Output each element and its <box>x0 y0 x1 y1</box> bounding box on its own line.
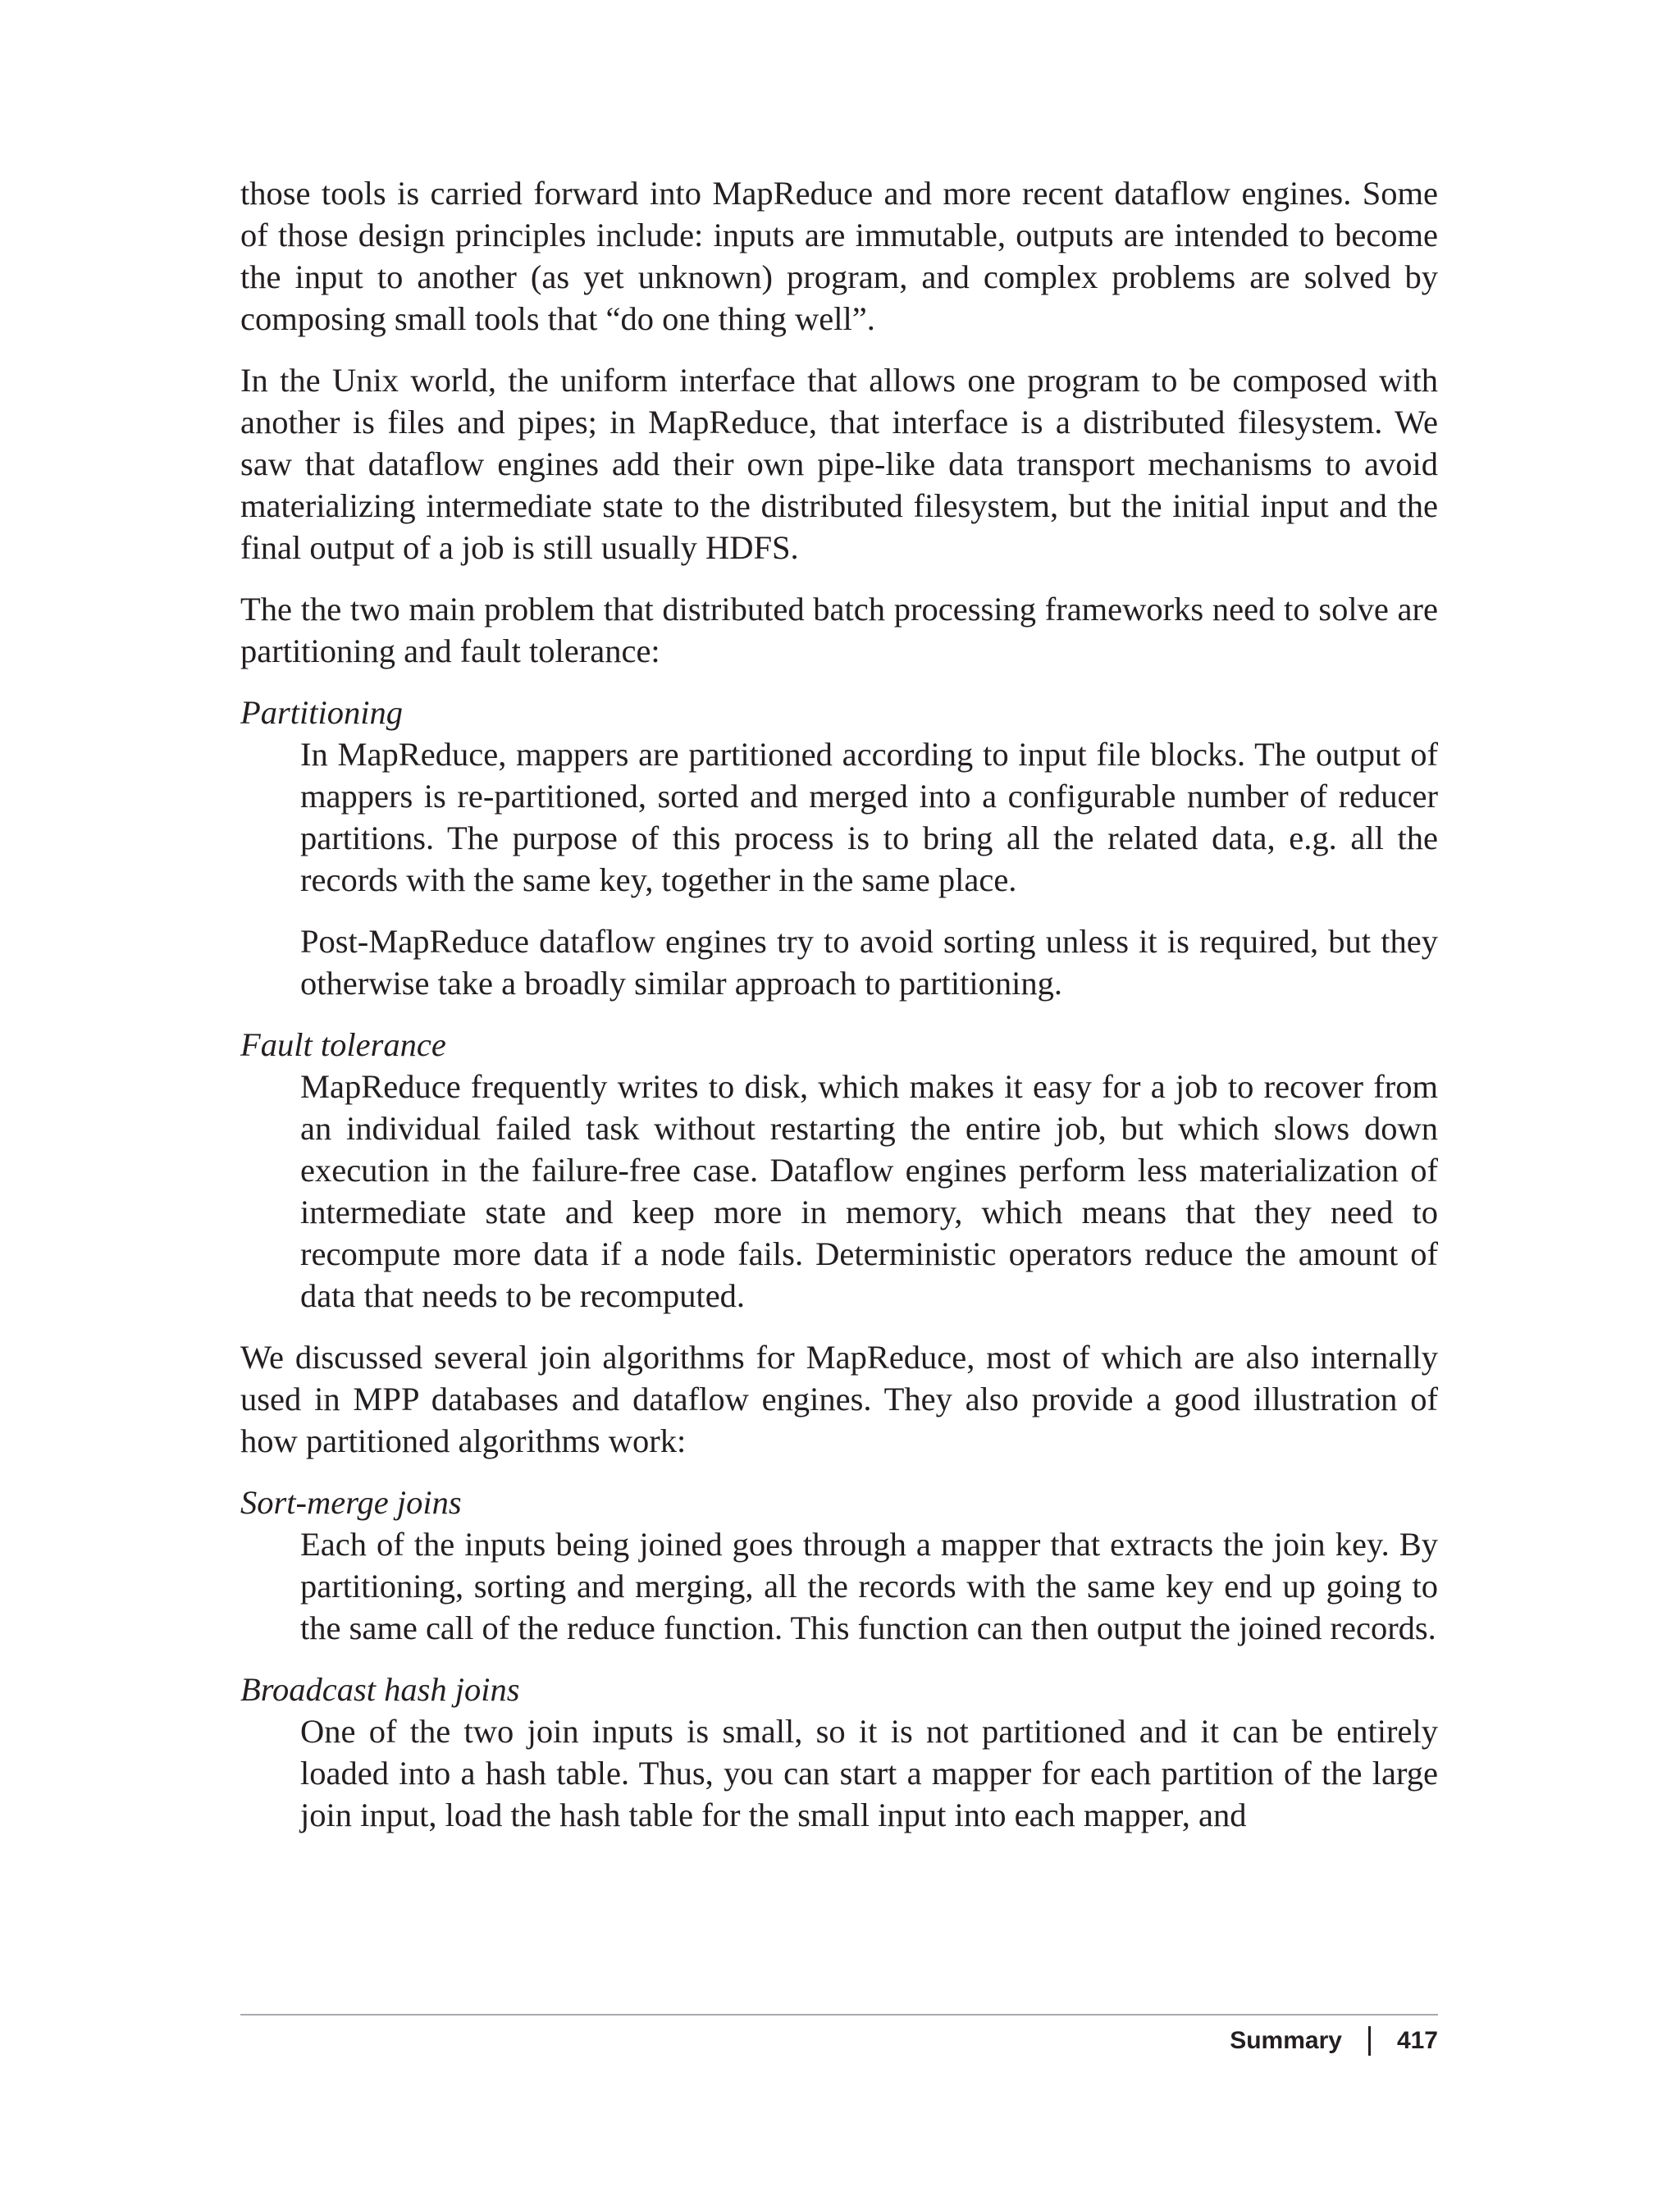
term-sort-merge-joins: Sort-merge joins <box>240 1484 462 1521</box>
definition-text: Post-MapReduce dataflow engines try to avoid sorting unless it is required, but they otherwise take a broadly similar approach to partitioning. <box>300 923 1438 1002</box>
footer-rule <box>240 2014 1438 2016</box>
term-partitioning: Partitioning <box>240 694 404 731</box>
definition-partitioning <box>240 692 1438 1004</box>
footer-page-number: 417 <box>1396 2027 1438 2054</box>
footer-separator <box>1368 2026 1371 2056</box>
page-footer <box>1230 2023 1438 2059</box>
definition-broadcast-hash-joins <box>240 1669 1438 1836</box>
page-body <box>240 172 1438 1856</box>
paragraph-design-principles: those tools is carried forward into MapReduce and more recent dataflow engines. Some of those design principles include: inputs are immutable, outputs are intended to become the input to another (as yet unknown) program, and complex problems are solved by composing small tools that “do one thing well”. <box>240 175 1438 337</box>
term-broadcast-hash-joins: Broadcast hash joins <box>240 1671 520 1708</box>
paragraph-main-problems: The the two main problem that distributed batch processing frameworks need to solve are partitioning and fault tolerance: <box>240 591 1438 669</box>
definition-text: One of the two join inputs is small, so it is not partitioned and it can be entirely loaded into a hash table. Thus, you can start a mapper for each partition of the large join input, load the hash table for the small input into each mapper, and <box>300 1713 1438 1833</box>
definition-body <box>240 1523 1438 1649</box>
definition-text: Each of the inputs being joined goes through a mapper that extracts the join key. By partitioning, sorting and merging, all the records with the same key end up going to the same call of the reduce function. This function can then output the joined records. <box>300 1526 1438 1646</box>
definition-text: In MapReduce, mappers are partitioned according to input file blocks. The output of mappers is re-partitioned, sorted and merged into a configurable number of reducer partitions. The purpose of this process is to bring all the related data, e.g. all the records with the same key, together in the same place. <box>300 736 1438 898</box>
definition-body <box>240 733 1438 1004</box>
footer-section-title: Summary <box>1230 2027 1342 2054</box>
definition-fault-tolerance <box>240 1024 1438 1317</box>
definition-sort-merge-joins <box>240 1481 1438 1649</box>
definition-text: MapReduce frequently writes to disk, which makes it easy for a job to recover from an individual failed task without restarting the entire job, but which slows down execution in the failure-free case. Dataflow engines perform less materialization of intermediate state and keep more in memory, which means that they need to recompute more data if a node fails. Deterministic operators reduce the amount of data that needs to be recomputed. <box>300 1068 1438 1314</box>
paragraph-join-algorithms: We discussed several join algorithms for MapReduce, most of which are also internally used in MPP databases and dataflow engines. They also provide a good illustration of how partitioned algorithms work: <box>240 1339 1438 1459</box>
definition-body <box>240 1066 1438 1317</box>
term-fault-tolerance: Fault tolerance <box>240 1026 446 1063</box>
definition-body <box>240 1710 1438 1836</box>
paragraph-unix-world: In the Unix world, the uniform interface that allows one program to be composed with another is files and pipes; in MapReduce, that interface is a distributed filesystem. We saw that dataflow engines add their own pipe-like data transport mechanisms to avoid materializing intermediate state to the distributed filesystem, but the initial input and the final output of a job is still usually HDFS. <box>240 362 1438 566</box>
